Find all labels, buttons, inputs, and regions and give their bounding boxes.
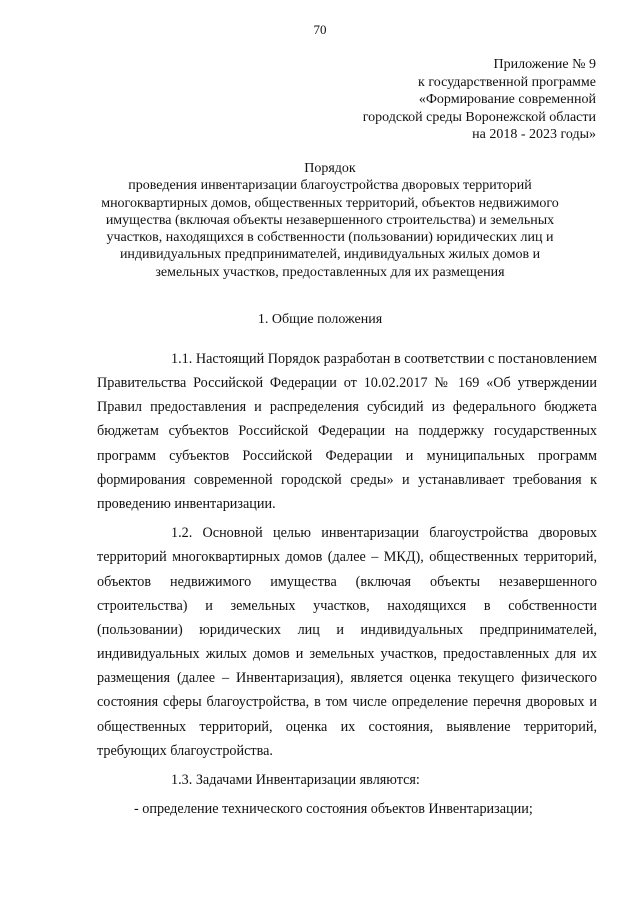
paragraph-text: Настоящий Порядок разработан в соответствии с постановлением Правительства Российской Федерации от 10.02.2017 № 169 «Об утверждении Правил предоставления и распределения субсидий из федерального бюджета бюджетам субъектов Российской Федерации на поддержку государственных программ субъектов Российской Федерации и муниципальных программ формирования современной городской среды» и устанавливает требования к проведению инвентаризации. [97, 351, 597, 512]
appendix-line: на 2018 - 2023 годы» [472, 127, 596, 142]
appendix-line: к государственной программе [418, 74, 596, 90]
paragraph-text: Основной целью инвентаризации благоустройства дворовых территорий многоквартирных домов (далее – МКД), общественных территорий, объектов недвижимого имущества (включая объекты незавершенного строительства) и земельных участков, находящихся в собственности (пользовании) юридических лиц и индивидуальных предпринимателей, индивидуальных жилых домов и земельных участков, предоставленных для их размещения (далее – Инвентаризация), является оценка текущего физического состояния сферы благоустройства, в том числе определение перечня дворовых и общественных территорий, оценка их состояния, выявление территорий, требующих благоустройства. [97, 525, 598, 759]
paragraph-text: Задачами Инвентаризации являются: [195, 772, 420, 789]
title-line: участков, находящихся в собственности (пользовании) юридических лиц и [106, 230, 554, 246]
paragraph-number: 1.1. [171, 351, 193, 367]
list-item: - определение технического состояния объектов Инвентаризации; [134, 801, 533, 818]
title-line: индивидуальных предпринимателей, индивидуальных жилых домов и [119, 247, 541, 263]
section-heading: 1. Общие положения [257, 312, 383, 327]
title-line: имущества (включая объекты незавершенного строительства) и земельных [105, 212, 555, 228]
title-line: земельных участков, предоставленных для их размещения [155, 264, 505, 280]
paragraph-1-3 [97, 768, 597, 792]
appendix-line: городской среды Воронежской области [362, 109, 596, 125]
document-title [70, 160, 590, 281]
paragraph-number: 1.3. [171, 772, 193, 789]
section-body [97, 347, 597, 827]
title-line: многоквартирных домов, общественных территорий, объектов недвижимого [101, 195, 559, 211]
paragraph-1-2 [97, 521, 597, 763]
appendix-line: Приложение № 9 [493, 57, 596, 72]
paragraph-number: 1.2. [171, 525, 193, 542]
title-heading: Порядок [304, 161, 356, 176]
appendix-line: «Формирование современной [418, 92, 596, 107]
page-number: 70 [313, 22, 327, 37]
title-line: проведения инвентаризации благоустройства дворовых территорий [128, 178, 532, 194]
paragraph-1-1 [97, 347, 597, 516]
appendix-block [276, 56, 596, 144]
